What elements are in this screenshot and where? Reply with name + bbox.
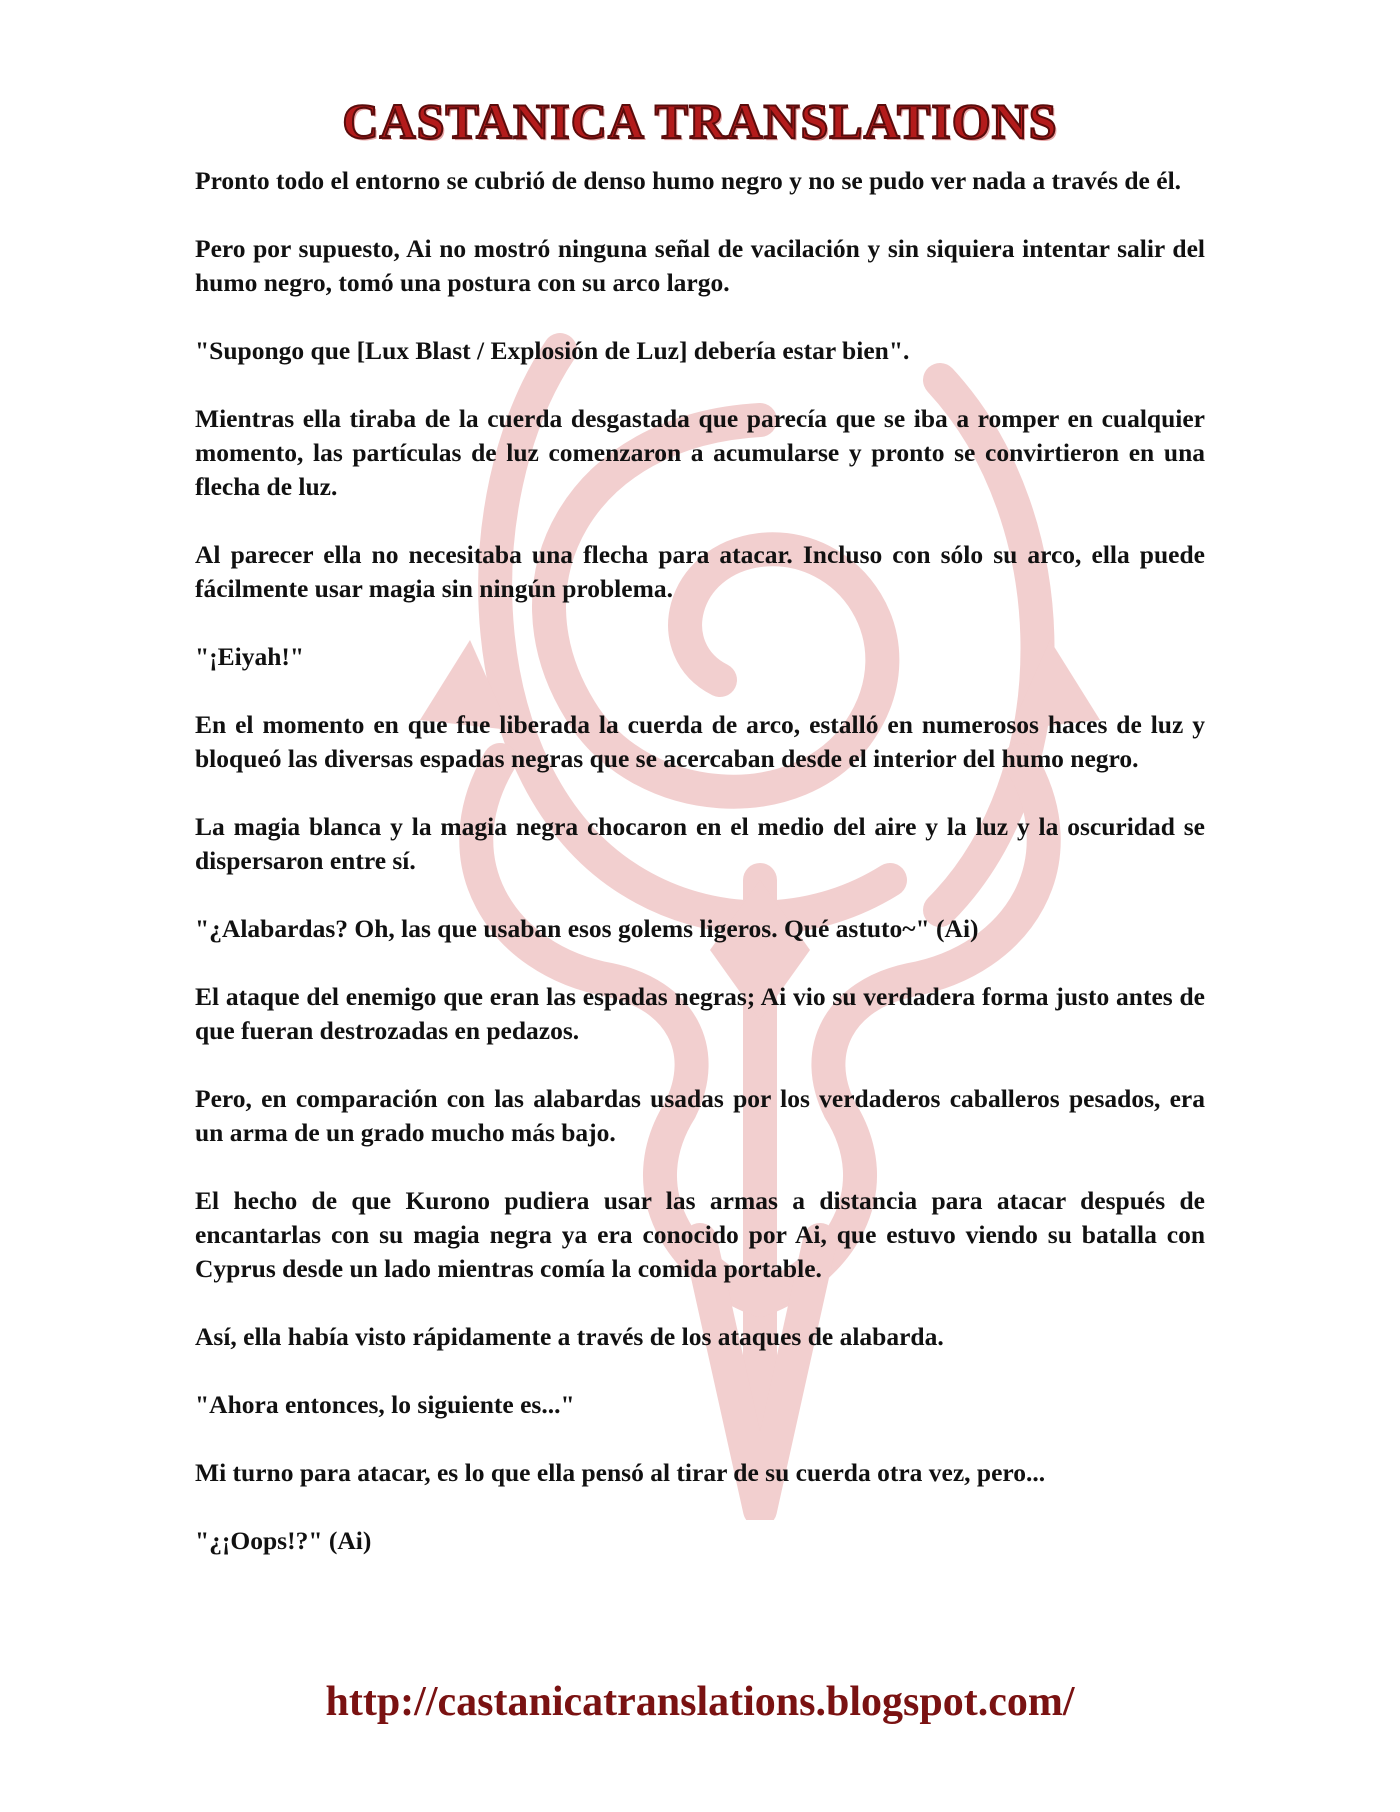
paragraph: "¿¡Oops!?" (Ai) xyxy=(195,1526,372,1555)
paragraph: La magia blanca y la magia negra chocaron en el medio del aire y la luz y la oscuridad se dispersaron entre sí. xyxy=(195,812,1205,875)
paragraph: "Ahora entonces, lo siguiente es..." xyxy=(195,1390,575,1419)
paragraph: En el momento en que fue liberada la cuerda de arco, estalló en numerosos haces de luz y bloqueó las diversas espadas negras que se acercaban desde el interior del humo negro. xyxy=(195,710,1205,773)
paragraph: Pero por supuesto, Ai no mostró ninguna señal de vacilación y sin siquiera intentar salir del humo negro, tomó una postura con su arco largo. xyxy=(195,234,1205,297)
paragraph: Al parecer ella no necesitaba una flecha para atacar. Incluso con sólo su arco, ella puede fácilmente usar magia sin ningún problema. xyxy=(195,540,1205,603)
paragraph: Mi turno para atacar, es lo que ella pensó al tirar de su cuerda otra vez, pero... xyxy=(195,1458,1046,1487)
paragraph: "¡Eiyah!" xyxy=(195,642,305,671)
paragraph: El hecho de que Kurono pudiera usar las armas a distancia para atacar después de encantarlas con su magia negra ya era conocido por Ai, que estuvo viendo su batalla con Cyprus desde un lado mientras comía la comida portable. xyxy=(195,1186,1205,1283)
paragraph: Así, ella había visto rápidamente a través de los ataques de alabarda. xyxy=(195,1322,944,1351)
paragraph: Mientras ella tiraba de la cuerda desgastada que parecía que se iba a romper en cualquier momento, las partículas de luz comenzaron a acumularse y pronto se convirtieron en una flecha de luz. xyxy=(195,404,1205,501)
paragraph: El ataque del enemigo que eran las espadas negras; Ai vio su verdadera forma justo antes de que fueran destrozadas en pedazos. xyxy=(195,982,1205,1045)
blog-link[interactable]: http://castanicatranslations.blogspot.com/ xyxy=(325,1679,1075,1725)
paragraph: "Supongo que [Lux Blast / Explosión de Luz] debería estar bien". xyxy=(195,336,910,365)
paragraph: Pronto todo el entorno se cubrió de denso humo negro y no se pudo ver nada a través de él. xyxy=(195,166,1182,195)
paragraph: "¿Alabardas? Oh, las que usaban esos golems ligeros. Qué astuto~" (Ai) xyxy=(195,914,979,943)
chapter-text xyxy=(195,164,1205,1592)
paragraph: Pero, en comparación con las alabardas usadas por los verdaderos caballeros pesados, era un arma de un grado mucho más bajo. xyxy=(195,1084,1205,1147)
site-title: CASTANICA TRANSLATIONS xyxy=(342,93,1058,149)
